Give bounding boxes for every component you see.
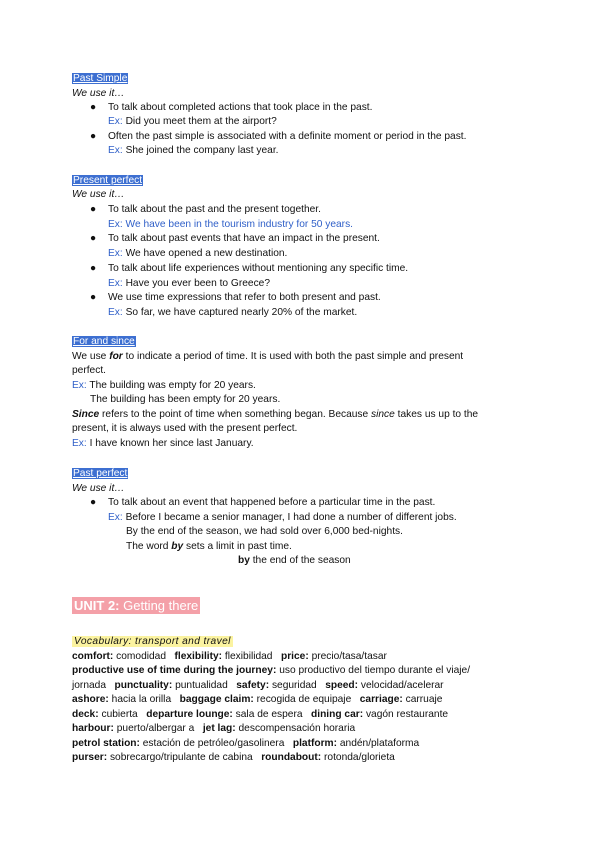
present-perfect-heading: Present perfect [73,175,143,186]
example-text: Did you meet them at the airport? [125,116,277,127]
bullet-icon: ● [90,204,97,215]
example-line [108,247,287,260]
example-line [72,437,254,450]
bullet-icon: ● [90,102,97,113]
example-text: So far, we have captured nearly 20% of the market. [125,307,358,318]
vocab-term: harbour: [72,723,114,734]
term-by: by [171,541,184,552]
vocab-term: petrol station: [72,738,140,749]
example-line [108,144,279,157]
vocab-def: vagón restaurante [365,709,449,720]
example-line [108,306,357,319]
text-run: sets a limit in past time. [183,541,292,552]
example-label: Ex: [108,278,123,289]
past-simple-heading: Past Simple [73,73,128,84]
vocab-def: carruaje [405,694,443,705]
unit-label: UNIT 2: [74,598,120,613]
paragraph-line: present, it is always used with the present perfect. [72,423,298,434]
vocab-term: price: [280,651,309,662]
paragraph-line [72,408,478,421]
vocab-row [72,722,355,735]
example-label: Ex: [108,116,123,127]
vocab-def: puerto/albergar a [116,723,195,734]
vocab-def: jornada [72,680,106,691]
example-line: Ex: We have been in the tourism industry for 50 years. [108,219,353,230]
term-for: for [109,351,123,362]
vocab-def: sala de espera [235,709,303,720]
vocab-term: safety: [236,680,270,691]
bullet-icon: ● [90,497,97,508]
vocab-def: velocidad/acelerar [360,680,444,691]
for-since-section [72,335,136,348]
vocab-term: platform: [292,738,338,749]
paragraph-line [72,350,463,363]
example-label: Ex: [108,145,123,156]
text-run: The word [126,541,172,552]
vocab-term: purser: [72,752,108,763]
term-since: Since [72,409,100,420]
term-by: by [238,555,250,566]
past-simple-section [72,72,128,85]
vocab-row [72,693,442,706]
text-run: to indicate a period of time. It is used with both the past simple and present [122,351,464,362]
vocab-term: flexibility: [174,651,223,662]
list-item-text: To talk about the past and the present together. [108,204,321,215]
example-line [108,277,270,290]
vocab-term: deck: [72,709,99,720]
example-line: By the end of the season, we had sold over 6,000 bed-nights. [126,526,403,537]
text-run: We use [72,351,110,362]
vocab-row [72,664,470,677]
vocab-term: productive use of time during the journey: [72,665,277,676]
vocab-def: descompensación horaria [238,723,356,734]
term-since-italic: since [371,409,395,420]
example-line [238,554,351,567]
vocab-term: baggage claim: [179,694,254,705]
vocab-term: comfort: [72,651,114,662]
vocab-def: seguridad [271,680,317,691]
vocab-def: flexibilidad [224,651,273,662]
for-since-heading: For and since [73,336,135,347]
vocab-section [72,635,233,648]
example-text: We have opened a new destination. [125,248,288,259]
vocab-term: ashore: [72,694,109,705]
vocab-term: dining car: [311,709,364,720]
vocab-def: sobrecargo/tripulante de cabina [109,752,253,763]
unit-title [72,597,200,614]
example-text: The building was empty for 20 years. [89,380,256,391]
vocab-term: carriage: [359,694,403,705]
example-label: Ex: [108,307,123,318]
vocab-def: hacia la orilla [111,694,172,705]
past-perfect-heading: Past perfect [73,468,128,479]
text-run: refers to the point of time when something began. Because [99,409,372,420]
example-text: I have known her since last January. [89,438,254,449]
vocab-def: cubierta [101,709,138,720]
vocab-row [72,679,444,692]
list-item-text: To talk about completed actions that took place in the past. [108,102,373,113]
list-item-text: To talk about life experiences without mentioning any specific time. [108,263,409,274]
list-item-text: To talk about an event that happened before a particular time in the past. [108,497,436,508]
bullet-icon: ● [90,131,97,142]
vocab-title: Vocabulary: transport and travel [74,636,231,647]
vocab-term: roundabout: [261,752,322,763]
vocab-def: comodidad [116,651,166,662]
past-perfect-section [72,467,128,480]
example-line [108,115,277,128]
vocab-term: punctuality: [114,680,173,691]
example-label: Ex: [108,512,123,523]
vocab-def: andén/plataforma [339,738,420,749]
example-line [72,379,256,392]
bullet-icon: ● [90,263,97,274]
text-run: takes us up to the [394,409,479,420]
list-item-text: To talk about past events that have an impact in the present. [108,233,380,244]
vocab-def: uso productivo del tiempo durante el viaje/ [279,665,471,676]
vocab-def: rotonda/glorieta [324,752,395,763]
example-text: Have you ever been to Greece? [125,278,270,289]
past-perfect-we-use: We use it… [72,483,125,494]
present-perfect-we-use: We use it… [72,189,125,200]
present-perfect-section [72,174,143,187]
example-label: Ex: [108,248,123,259]
bullet-icon: ● [90,233,97,244]
vocab-def: recogida de equipaje [256,694,352,705]
past-simple-we-use: We use it… [72,88,125,99]
example-label: Ex: [72,380,87,391]
bullet-icon: ● [90,292,97,303]
paragraph-line: perfect. [72,365,106,376]
vocab-term: jet lag: [202,723,236,734]
vocab-def: precio/tasa/tasar [311,651,387,662]
example-text: Before I became a senior manager, I had done a number of different jobs. [125,512,457,523]
example-text: She joined the company last year. [125,145,279,156]
unit-name: Getting there [119,598,199,613]
vocab-term: speed: [325,680,359,691]
example-label: Ex: [72,438,87,449]
vocab-row [72,708,448,721]
unit-heading [72,599,200,614]
vocab-def: puntualidad [175,680,228,691]
example-line [108,511,457,524]
example-line: The building has been empty for 20 years. [90,394,281,405]
list-item-text: Often the past simple is associated with a definite moment or period in the past. [108,131,467,142]
text-run: the end of the season [249,555,351,566]
vocab-row [72,650,387,663]
vocab-row [72,751,395,764]
vocab-def: estación de petróleo/gasolinera [142,738,285,749]
vocab-row [72,737,419,750]
list-item-text: We use time expressions that refer to both present and past. [108,292,381,303]
example-line [126,540,292,553]
vocab-term: departure lounge: [146,709,233,720]
